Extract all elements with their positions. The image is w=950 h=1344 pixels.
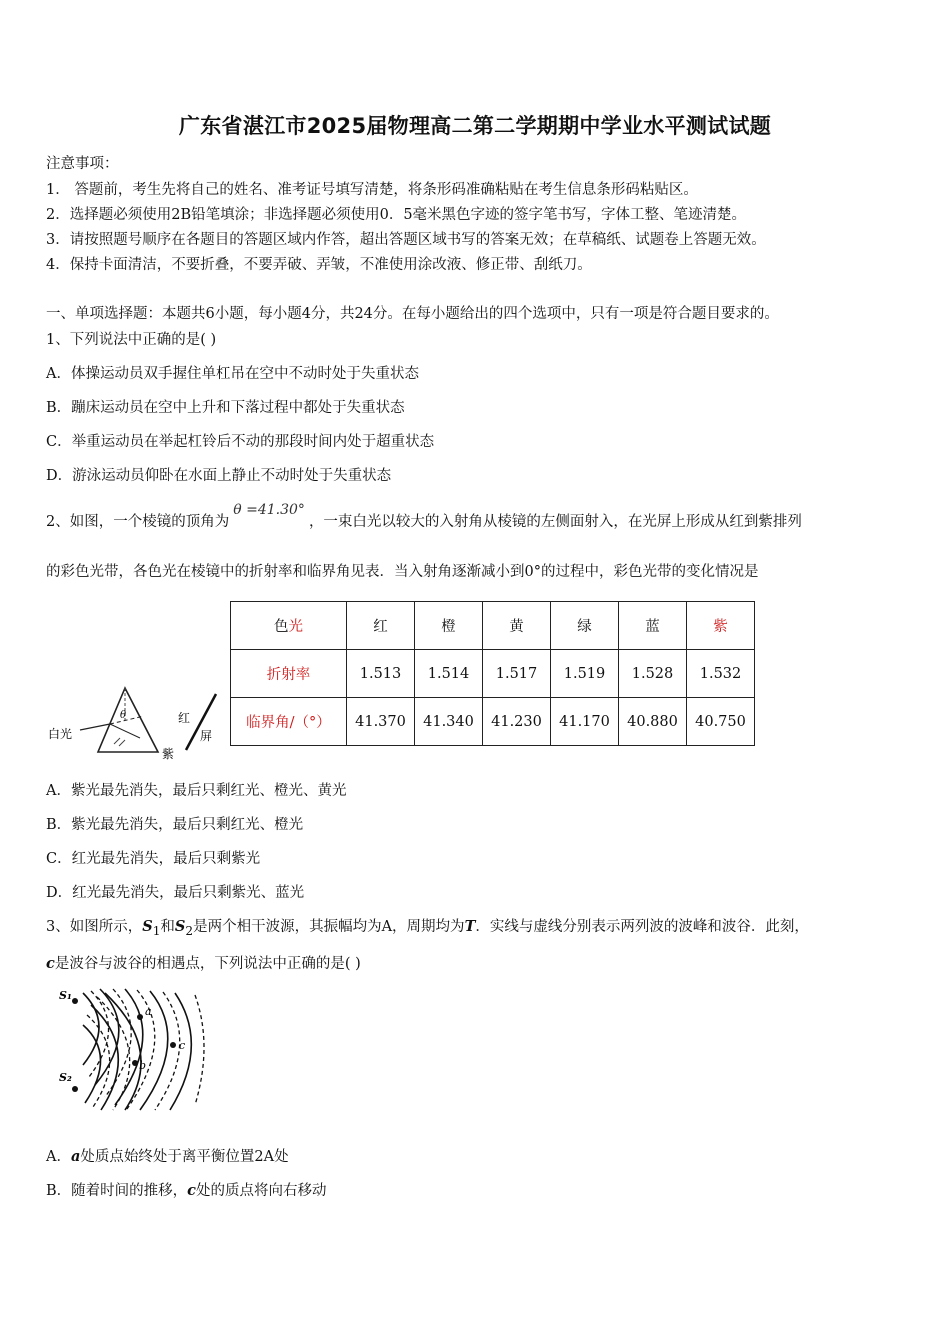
wave-s2-trough-3 (195, 995, 204, 1105)
table-cell: 1.513 (347, 650, 415, 698)
label-theta: θ (120, 710, 127, 721)
wave-s1-crest-1 (83, 993, 99, 1065)
q1-option-a: A．体操运动员双手握住单杠吊在空中不动时处于失重状态 (46, 366, 419, 382)
source-s2-dot (72, 1086, 78, 1092)
table-header-color: 色光 (231, 602, 347, 650)
table-col-red: 红 (347, 602, 415, 650)
q2-option-b: B．紫光最先消失，最后只剩红光、橙光 (46, 817, 304, 833)
table-col-yellow: 黄 (483, 602, 551, 650)
notice-item-4: 4．保持卡面清洁，不要折叠，不要弄破、弄皱，不准使用涂改液、修正带、刮纸刀。 (46, 257, 592, 273)
table-cell: 40.880 (619, 698, 687, 746)
q2-option-c: C．红光最先消失，最后只剩紫光 (46, 851, 261, 867)
hatch-1 (114, 738, 120, 744)
table-cell: 40.750 (687, 698, 755, 746)
table-cell: 41.340 (415, 698, 483, 746)
hatch-2 (119, 740, 125, 746)
label-s2: S₂ (59, 1071, 72, 1084)
prism-figure (40, 680, 230, 760)
point-c-dot (170, 1042, 176, 1048)
label-c: c (179, 1039, 186, 1052)
source-s1-dot (72, 998, 78, 1004)
label-red: 红 (178, 711, 191, 725)
wave-interference-figure (55, 985, 215, 1115)
table-cell: 41.370 (347, 698, 415, 746)
q2-stem-line2: 的彩色光带，各色光在棱镜中的折射率和临界角见表．当入射角逐渐减小到0°的过程中，彩色光带的变化情况是 (46, 564, 759, 580)
table-cell: 1.514 (415, 650, 483, 698)
label-white-light: 白光 (48, 727, 73, 741)
page-title: 广东省湛江市2025届物理高二第二学期期中学业水平测试试题 (178, 114, 772, 138)
table-cell: 41.170 (551, 698, 619, 746)
q2-stem-a: 2、如图，一个棱镜的顶角为 (46, 514, 230, 530)
table-col-green: 绿 (551, 602, 619, 650)
table-row-refraction (231, 650, 755, 698)
table-cell: 41.230 (483, 698, 551, 746)
q1-option-c: C．举重运动员在举起杠铃后不动的那段时间内处于超重状态 (46, 434, 435, 450)
q2-stem-line1 (46, 502, 802, 531)
q1-stem: 1、下列说法中正确的是( ) (46, 332, 217, 348)
label-screen: 屏 (200, 729, 213, 743)
table-col-orange: 橙 (415, 602, 483, 650)
q2-option-a: A．紫光最先消失，最后只剩红光、橙光、黄光 (46, 783, 347, 799)
table-label-refraction: 折射率 (231, 650, 347, 698)
point-b-dot (132, 1060, 138, 1066)
q2-stem-b: ，一束白光以较大的入射角从棱镜的左侧面射入，在光屏上形成从红到紫排列 (308, 514, 802, 530)
table-label-critical-angle: 临界角/（°） (231, 698, 347, 746)
wave-s2-crest-2 (91, 1005, 118, 1110)
table-cell: 1.528 (619, 650, 687, 698)
wave-s2-trough-2 (97, 997, 130, 1110)
q3-option-a: A．a处质点始终处于离平衡位置2A处 (46, 1148, 289, 1165)
notice-item-1: 1． 答题前，考生先将自己的姓名、准考证号填写清楚，将条形码准确粘贴在考生信息条形码粘贴区。 (46, 182, 698, 198)
point-a-dot (137, 1014, 143, 1020)
label-s1: S₁ (59, 989, 72, 1002)
table-cell: 1.517 (483, 650, 551, 698)
section-heading: 一、单项选择题：本题共6小题，每小题4分，共24分。在每小题给出的四个选项中，只有一项是符合题目要求的。 (46, 306, 779, 322)
table-row-critical-angle (231, 698, 755, 746)
table-cell: 1.532 (687, 650, 755, 698)
q2-formula: θ =41.30° (233, 502, 305, 518)
q2-option-d: D．红光最先消失，最后只剩紫光、蓝光 (46, 885, 305, 901)
q3-stem-line2: c是波谷与波谷的相遇点，下列说法中正确的是( ) (46, 955, 361, 972)
table-col-purple: 紫 (687, 602, 755, 650)
notice-heading: 注意事项： (46, 156, 119, 172)
label-purple: 紫 (162, 747, 175, 760)
refracted-ray (110, 724, 140, 738)
table-cell: 1.519 (551, 650, 619, 698)
prism-outline (98, 688, 158, 752)
table-col-blue: 蓝 (619, 602, 687, 650)
q1-option-b: B．蹦床运动员在空中上升和下落过程中都处于失重状态 (46, 400, 405, 416)
notice-item-2: 2．选择题必须使用2B铅笔填涂；非选择题必须使用0．5毫米黑色字迹的签字笔书写，字体工整、笔迹清楚。 (46, 207, 747, 223)
table-row-header (231, 602, 755, 650)
label-a: a (145, 1005, 152, 1018)
refraction-table (230, 601, 755, 746)
q3-stem-line1: 3、如图所示，$S_1$和$S_2$是两个相干波源，其振幅均为A，周期均为T．实线与虚线分别表示两列波的波峰和波谷．此刻， (46, 918, 809, 938)
label-b: b (139, 1059, 147, 1072)
q1-option-d: D．游泳运动员仰卧在水面上静止不动时处于失重状态 (46, 468, 392, 484)
q3-option-b: B．随着时间的推移，c处的质点将向右移动 (46, 1182, 327, 1199)
notice-item-3: 3．请按照题号顺序在各题目的答题区域内作答，超出答题区域书写的答案无效；在草稿纸、试题卷上答题无效。 (46, 232, 766, 248)
white-light-ray (80, 724, 110, 730)
normal-line (110, 716, 144, 724)
